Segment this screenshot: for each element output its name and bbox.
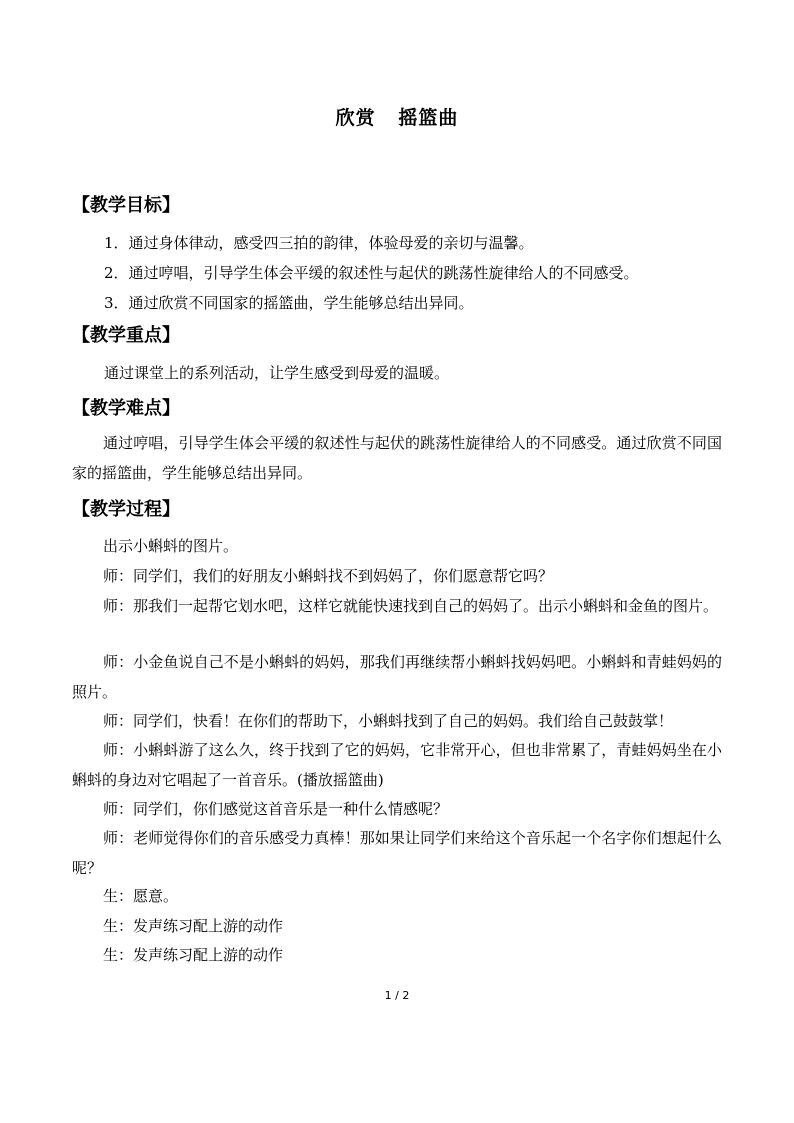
process-paragraph: 师：同学们，你们感觉这首音乐是一种什么情感呢？	[103, 800, 449, 818]
heading-process: 【教学过程】	[72, 499, 180, 520]
heading-objectives: 【教学目标】	[72, 195, 180, 216]
process-paragraph: 师：同学们，我们的好朋友小蝌蚪找不到妈妈了，你们愿意帮它吗？	[103, 567, 554, 585]
process-paragraph: 师：小蝌蚪游了这么久，终于找到了它的妈妈，它非常开心，但也非常累了，青蛙妈妈坐在小蝌蚪的身边对它唱起了一首音乐。(播放摇篮曲)	[72, 741, 722, 789]
key-points-text: 通过课堂上的系列活动，让学生感受到母爱的温暖。	[104, 364, 450, 382]
heading-key-points: 【教学重点】	[72, 325, 180, 346]
process-paragraph: 生：发声练习配上游的动作	[103, 946, 284, 964]
objective-item: 3．通过欣赏不同国家的摇篮曲，学生能够总结出异同。	[104, 294, 474, 312]
process-paragraph: 生：发声练习配上游的动作	[103, 917, 284, 935]
process-paragraph: 师：那我们一起帮它划水吧，这样它就能快速找到自己的妈妈了。出示小蝌蚪和金鱼的图片。	[103, 597, 719, 615]
process-paragraph: 生：愿意。	[103, 887, 179, 905]
objective-item: 1．通过身体律动，感受四三拍的韵律，体验母爱的亲切与温馨。	[104, 234, 534, 252]
process-paragraph: 师：老师觉得你们的音乐感受力真棒！那如果让同学们来给这个音乐起一个名字你们想起什么呢？	[72, 829, 722, 877]
document-title: 欣赏 摇篮曲	[335, 107, 459, 129]
heading-difficulties: 【教学难点】	[72, 398, 180, 419]
process-paragraph: 师：小金鱼说自己不是小蝌蚪的妈妈，那我们再继续帮小蝌蚪找妈妈吧。小蝌蚪和青蛙妈妈的照片。	[72, 653, 722, 701]
objective-item: 2．通过哼唱，引导学生体会平缓的叙述性与起伏的跳荡性旋律给人的不同感受。	[104, 264, 639, 282]
process-paragraph: 出示小蝌蚪的图片。	[103, 537, 239, 555]
difficulties-text: 通过哼唱，引导学生体会平缓的叙述性与起伏的跳荡性旋律给人的不同感受。通过欣赏不同国家的摇篮曲，学生能够总结出异同。	[72, 434, 722, 482]
process-paragraph: 师：同学们，快看！在你们的帮助下，小蝌蚪找到了自己的妈妈。我们给自己鼓鼓掌！	[103, 712, 674, 730]
page-indicator: 1 / 2	[384, 989, 410, 1002]
